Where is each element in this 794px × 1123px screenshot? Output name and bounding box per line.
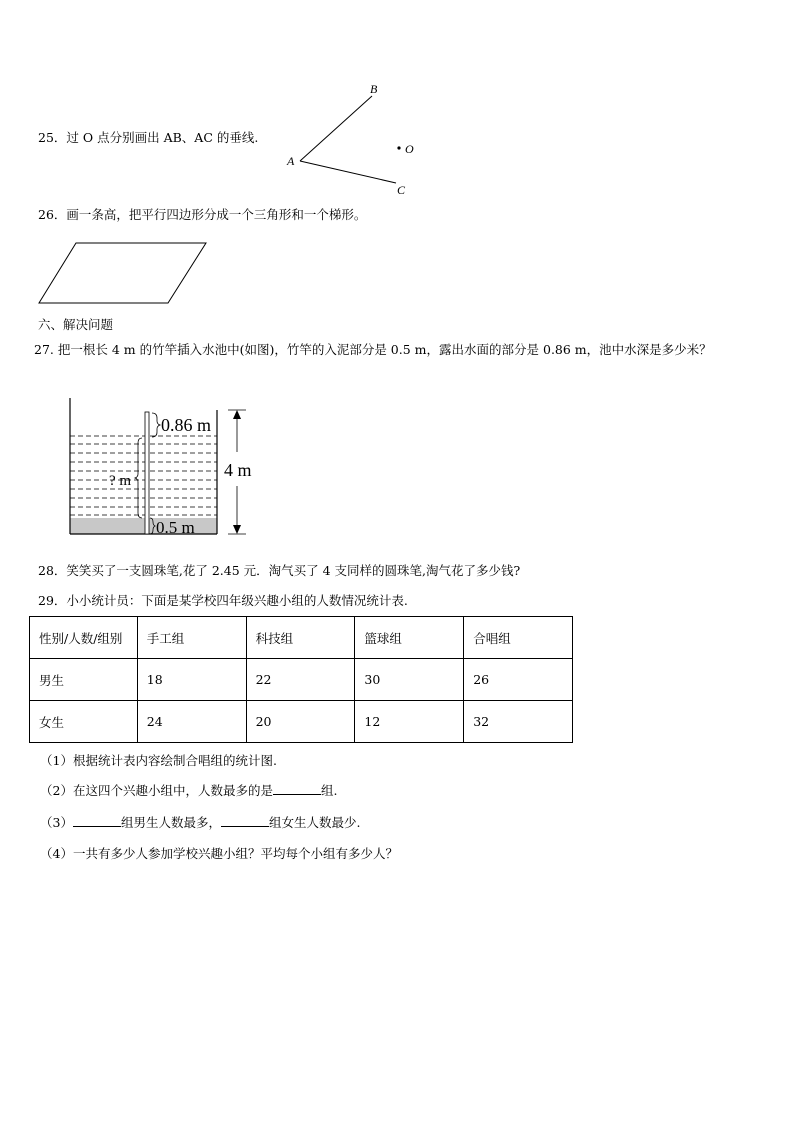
- subquestion-3: [40, 814, 360, 832]
- label-water: ? m: [109, 473, 132, 489]
- table-cell: 32: [464, 701, 573, 743]
- question-26: 26．画一条高，把平行四边形分成一个三角形和一个梯形。: [38, 207, 367, 222]
- water-lines: [70, 436, 217, 515]
- brace-above: [152, 413, 160, 437]
- label-mud: 0.5 m: [156, 518, 195, 537]
- table-cell: 12: [355, 701, 464, 743]
- label-b: B: [370, 82, 378, 96]
- ray-ab: [300, 96, 372, 161]
- table-cell: 30: [355, 659, 464, 701]
- table-header-cell: 科技组: [246, 617, 355, 659]
- subquestion-3-prefix: （3）: [40, 815, 73, 830]
- question-28: 28．笑笑买了一支圆珠笔,花了 2.45 元．淘气买了 4 支同样的圆珠笔,淘气花了多少钱?: [38, 563, 521, 578]
- subquestion-2-text: （2）在这四个兴趣小组中，人数最多的是: [40, 783, 273, 798]
- point-o: [397, 146, 400, 149]
- pool-figure: [62, 390, 272, 542]
- angle-figure: [280, 80, 420, 198]
- table-header-cell: 篮球组: [355, 617, 464, 659]
- label-o: O: [405, 142, 414, 156]
- label-a: A: [287, 154, 295, 168]
- answer-blank[interactable]: [221, 814, 269, 827]
- label-above: 0.86 m: [161, 415, 212, 435]
- table-row: [30, 701, 573, 743]
- table-header-cell: 性别/人数/组别: [30, 617, 138, 659]
- table-cell: 26: [464, 659, 573, 701]
- subquestion-3-mid: 组男生人数最多，: [120, 815, 221, 830]
- subquestion-2: [40, 782, 337, 800]
- label-c: C: [397, 183, 406, 197]
- mud-layer: [70, 518, 217, 534]
- bamboo-pole: [145, 412, 149, 534]
- label-total: 4 m: [224, 460, 252, 480]
- answer-blank[interactable]: [273, 782, 321, 795]
- question-29: 29．小小统计员：下面是某学校四年级兴趣小组的人数情况统计表.: [38, 593, 408, 608]
- brace-water: [135, 438, 142, 518]
- table-header-cell: 手工组: [137, 617, 246, 659]
- table-header-row: [30, 617, 573, 659]
- answer-blank[interactable]: [73, 814, 121, 827]
- table-cell: 20: [246, 701, 355, 743]
- table-cell: 18: [137, 659, 246, 701]
- subquestion-4: （4）一共有多少人参加学校兴趣小组？平均每个小组有多少人？: [40, 846, 398, 861]
- subquestion-3-suffix: 组女生人数最少.: [268, 815, 361, 830]
- table-cell: 24: [137, 701, 246, 743]
- question-27: 27. 把一根长 4 m 的竹竿插入水池中(如图)，竹竿的入泥部分是 0.5 m，露出水面的部分是 0.86 m，池中水深是多少米？: [34, 342, 712, 357]
- table-cell: 男生: [30, 659, 138, 701]
- section-title: 六、解决问题: [38, 317, 114, 332]
- parallelogram: [39, 243, 206, 303]
- table-row: [30, 659, 573, 701]
- subquestion-2-suffix: 组.: [320, 783, 338, 798]
- table-header-cell: 合唱组: [464, 617, 573, 659]
- table-cell: 22: [246, 659, 355, 701]
- ray-ac: [300, 161, 396, 183]
- subquestion-1: （1）根据统计表内容绘制合唱组的统计图.: [40, 753, 277, 768]
- question-25: 25．过 O 点分别画出 AB、AC 的垂线.: [38, 130, 259, 145]
- stats-table: [29, 616, 573, 743]
- parallelogram-figure: [36, 240, 211, 306]
- table-cell: 女生: [30, 701, 138, 743]
